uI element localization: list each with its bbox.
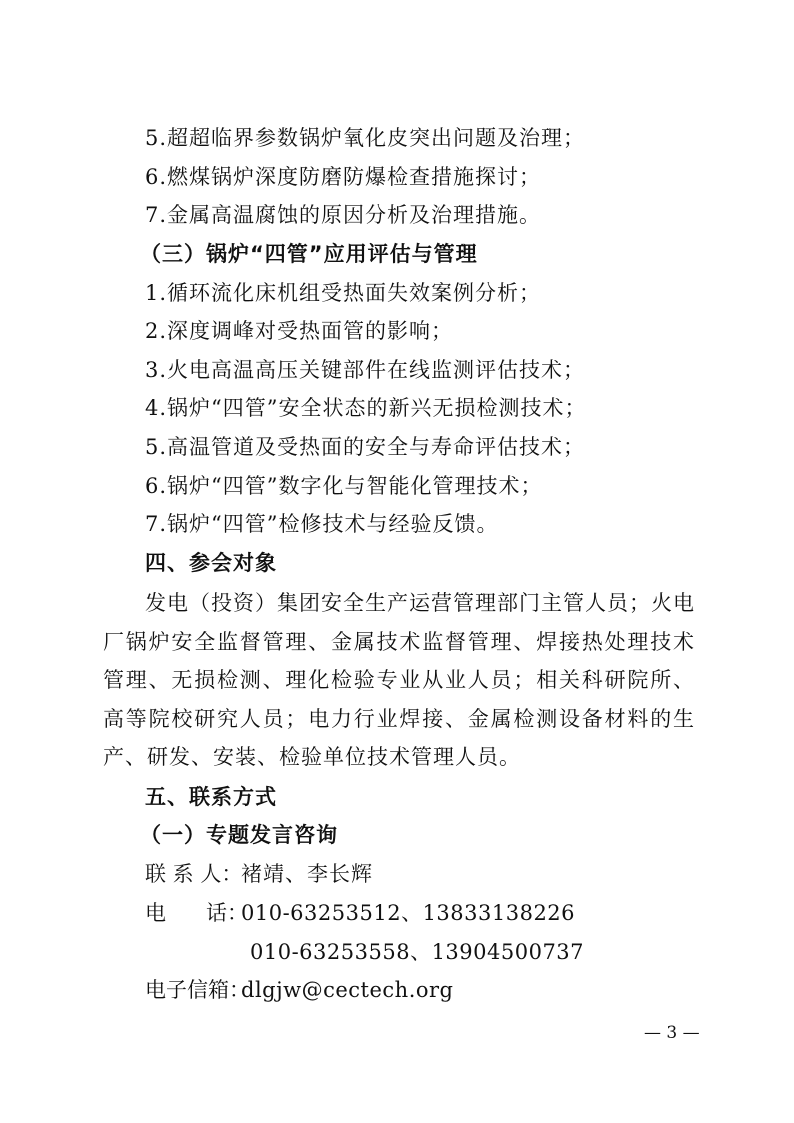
list-item: 3.火电高温高压关键部件在线监测评估技术； xyxy=(145,358,586,382)
email-value: dlgjw@cectech.org xyxy=(241,978,454,1002)
list-item: 5.高温管道及受热面的安全与寿命评估技术； xyxy=(145,435,586,459)
subsection-heading: （三）锅炉“四管”应用评估与管理 xyxy=(140,242,478,266)
email-label: 电子信箱： xyxy=(145,978,250,1002)
list-item: 1.循环流化床机组受热面失效案例分析； xyxy=(145,281,542,305)
list-item: 6.锅炉“四管”数字化与智能化管理技术； xyxy=(145,474,543,498)
list-item: 6.燃煤锅炉深度防磨防爆检查措施探讨； xyxy=(145,165,542,189)
section-heading: 四、参会对象 xyxy=(145,551,277,575)
phone-numbers-1: 010-63253512、13833138226 xyxy=(241,901,576,925)
page-number: — 3 — xyxy=(644,1023,700,1043)
email-row xyxy=(145,976,454,1004)
attendees-paragraph: 发电（投资）集团安全生产运营管理部门主管人员；火电厂锅炉安全监督管理、金属技术监督管理、焊接热处理技术管理、无损检测、理化检验专业从业人员；相关科研院所、高等院校研究人员；电力行业焊接、金属检测设备材料的生产、研发、安装、检验单位技术管理人员。 xyxy=(103,591,695,770)
contact-person-label: 联 系 人： xyxy=(145,862,243,886)
list-item: 7.金属高温腐蚀的原因分析及治理措施。 xyxy=(145,203,542,227)
phone-label: 电 话： xyxy=(145,901,249,925)
list-item: 5.超超临界参数锅炉氧化皮突出问题及治理； xyxy=(145,126,586,150)
subsection-heading: （一）专题发言咨询 xyxy=(140,823,338,847)
contact-person-row xyxy=(145,860,373,888)
section-heading: 五、联系方式 xyxy=(145,785,277,809)
list-item: 4.锅炉“四管”安全状态的新兴无损检测技术； xyxy=(145,396,587,420)
list-item: 7.锅炉“四管”检修技术与经验反馈。 xyxy=(145,512,499,536)
list-item: 2.深度调峰对受热面管的影响； xyxy=(145,319,454,343)
phone-numbers-2: 010-63253558、13904500737 xyxy=(250,940,585,964)
phone-row-continued xyxy=(250,938,584,966)
phone-row xyxy=(145,899,575,927)
contact-person-value: 褚靖、李长辉 xyxy=(241,862,373,886)
